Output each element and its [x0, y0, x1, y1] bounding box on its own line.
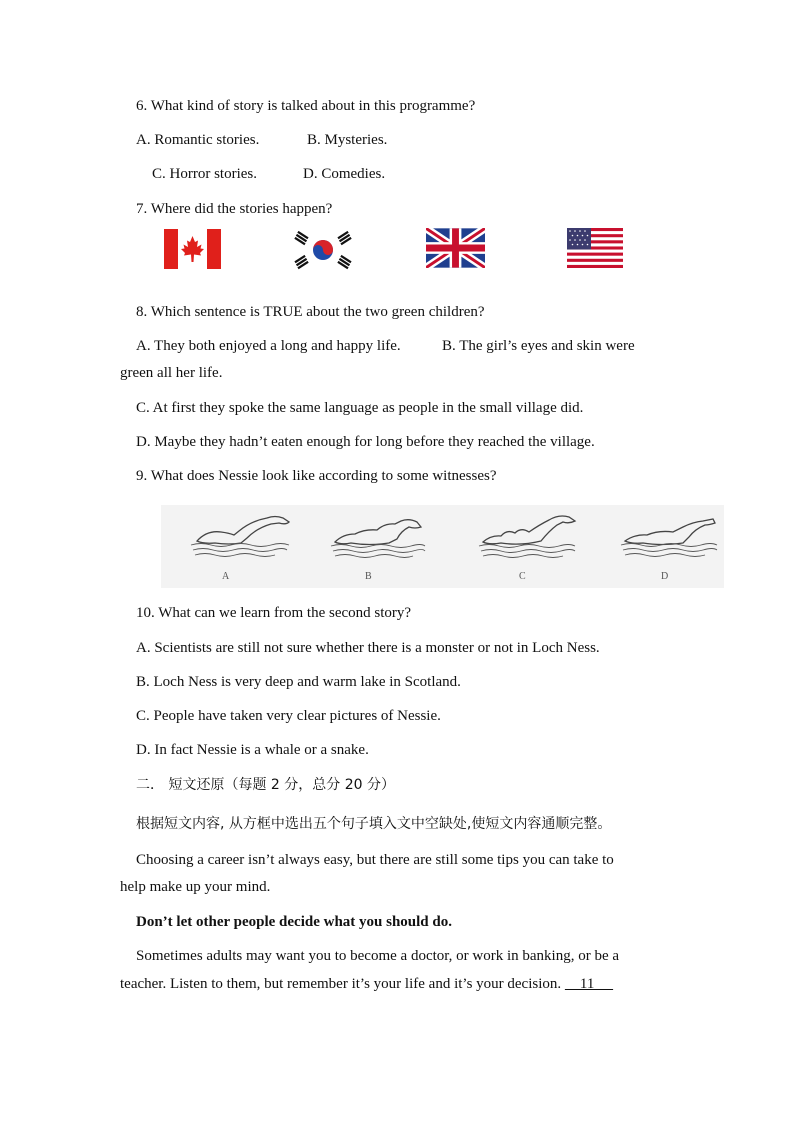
nessie-label-c: C: [519, 571, 526, 582]
passage-p2-line1: Sometimes adults may want you to become a doctor, or work in banking, or be a: [136, 948, 620, 964]
q6-question: 6. What kind of story is talked about in this programme?: [136, 98, 476, 114]
q6-option-a: A. Romantic stories.: [136, 132, 260, 148]
q9-question: 9. What does Nessie look like according to some witnesses?: [136, 468, 497, 484]
q7-question: 7. Where did the stories happen?: [136, 201, 333, 217]
nessie-figure-c-icon: [477, 505, 587, 565]
q10-question: 10. What can we learn from the second story?: [136, 605, 412, 621]
q8-option-a: A. They both enjoyed a long and happy life.: [136, 338, 401, 354]
usa-flag-icon: [567, 228, 623, 268]
nessie-pictures: [161, 505, 724, 588]
passage-p2-line2-text: teacher. Listen to them, but remember it’s your life and it’s your decision.: [120, 976, 562, 992]
q10-option-d: D. In fact Nessie is a whale or a snake.: [136, 742, 369, 758]
nessie-label-d: D: [661, 571, 669, 582]
passage-bold-heading: Don’t let other people decide what you should do.: [136, 914, 452, 930]
nessie-figure-b-icon: [329, 505, 439, 565]
q8-option-d: D. Maybe they hadn’t eaten enough for long before they reached the village.: [136, 434, 595, 450]
passage-p2-line2: [120, 974, 613, 994]
q10-option-a: A. Scientists are still not sure whether there is a monster or not in Loch Ness.: [136, 640, 600, 656]
nessie-figure-d-icon: [619, 505, 729, 565]
section-2-instruction: 根据短文内容, 从方框中选出五个句子填入文中空缺处,使短文内容通顺完整。: [136, 816, 612, 832]
passage-p1-line1: Choosing a career isn’t always easy, but there are still some tips you can take to: [136, 852, 614, 868]
q6-option-c: C. Horror stories.: [152, 166, 257, 182]
q10-option-c: C. People have taken very clear pictures of Nessie.: [136, 708, 441, 724]
q6-option-d: D. Comedies.: [303, 166, 386, 182]
blank-11: 11: [564, 976, 614, 992]
q10-option-b: B. Loch Ness is very deep and warm lake in Scotland.: [136, 674, 461, 690]
nessie-label-b: B: [365, 571, 372, 582]
south-korea-flag-icon: [291, 228, 355, 272]
uk-flag-icon: [426, 228, 485, 268]
section-2-heading: 二． 短文还原（每题 2 分，总分 20 分）: [136, 777, 395, 793]
nessie-label-a: A: [222, 571, 230, 582]
canada-flag-icon: [164, 229, 221, 269]
q8-option-c: C. At first they spoke the same language as people in the small village did.: [136, 400, 584, 416]
nessie-figure-a-icon: [189, 505, 299, 565]
q8-question: 8. Which sentence is TRUE about the two green children?: [136, 304, 485, 320]
q8-option-b-part1: B. The girl’s eyes and skin were: [442, 338, 635, 354]
passage-p1-line2: help make up your mind.: [120, 879, 271, 895]
q6-option-b: B. Mysteries.: [307, 132, 388, 148]
q8-option-b-part2: green all her life.: [120, 365, 223, 381]
